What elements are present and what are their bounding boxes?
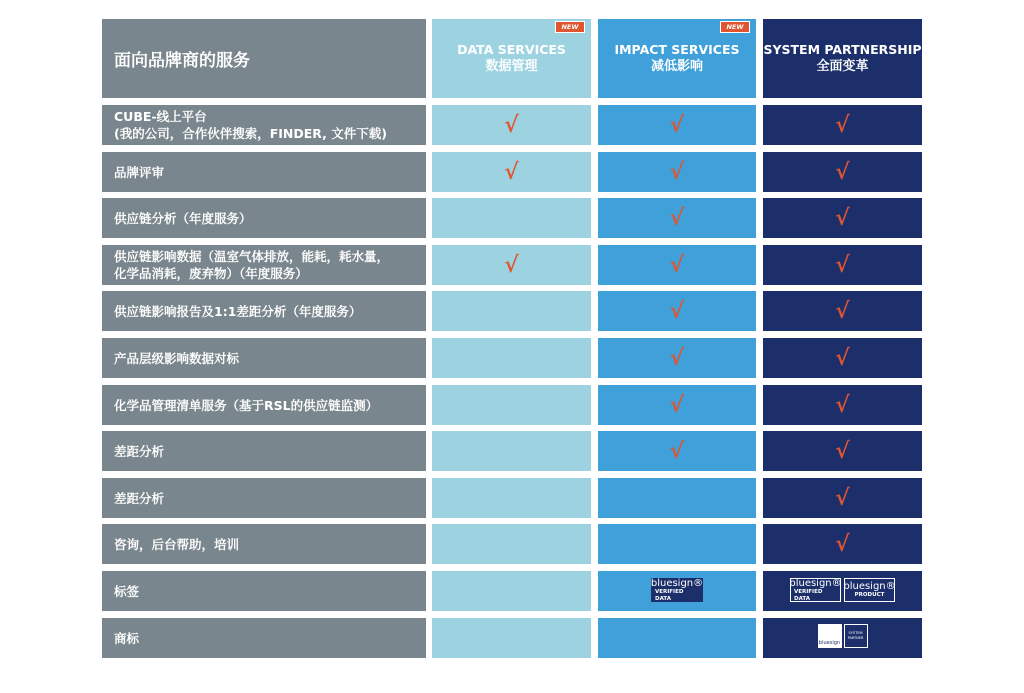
header-system-partnership-zh: 全面变革 [816,59,869,74]
row-label: 供应链影响报告及1:1差距分析（年度服务） [102,291,426,331]
checkmark-icon: √ [835,345,850,371]
row-label: 供应链分析（年度服务） [102,198,426,238]
data-services-cell [432,152,591,192]
data-services-cell [432,291,591,331]
checkmark-icon: √ [504,252,519,278]
row-label: 咨询，后台帮助，培训 [102,524,426,564]
impact-label-logo-cell [598,570,756,610]
checkmark-icon: √ [669,392,685,418]
row-label: 标签 [102,571,426,611]
checkmark-icon: √ [835,205,850,231]
logo-brand: bluesign [818,640,841,646]
checkmark-icon: √ [835,252,850,278]
system-partner-logo [844,624,868,648]
data-services-cell [432,618,591,658]
partner-trademark-logo-cell [763,616,922,656]
row-label: 差距分析 [102,431,426,471]
impact-services-cell [598,431,756,471]
checkmark-icon: √ [669,345,685,371]
impact-services-cell [598,618,756,658]
impact-services-cell [598,152,756,192]
impact-services-cell [598,291,756,331]
impact-services-cell [598,478,756,518]
checkmark-icon: √ [669,159,685,185]
impact-services-cell [598,105,756,145]
system-partnership-cell [763,478,922,518]
header-data-services-en: DATA SERVICES [457,42,566,57]
system-partnership-cell [763,291,922,331]
system-partnership-cell [763,152,922,192]
checkmark-icon: √ [835,159,850,185]
partner-label-logo-cell [763,570,922,610]
bluesign-product-logo [844,578,895,602]
system-partnership-cell [763,385,922,425]
row-label: 差距分析 [102,478,426,518]
new-badge: NEW [720,21,750,33]
bluesign-verified-data-logo [790,578,841,602]
header-system-partnership [763,19,922,98]
header-impact-services-en: IMPACT SERVICES [614,42,740,57]
data-services-cell [432,524,591,564]
new-badge: NEW [555,21,585,33]
header-data-services-zh: 数据管理 [485,59,538,74]
row-label: 商标 [102,618,426,658]
checkmark-icon: √ [504,112,519,138]
header-impact-services-zh: 减低影响 [650,59,703,74]
row-label: CUBE-线上平台 (我的公司，合作伙伴搜索，FINDER, 文件下载) [102,105,426,145]
checkmark-icon: √ [504,159,519,185]
checkmark-icon: √ [835,438,850,464]
system-partnership-cell [763,245,922,285]
checkmark-icon: √ [835,531,850,557]
header-data-services [432,19,591,98]
data-services-cell [432,245,591,285]
checkmark-icon: √ [835,112,850,138]
logo-sub: VERIFIED DATA [655,588,684,602]
logo-brand: bluesign® [650,577,704,589]
impact-services-cell [598,245,756,285]
header-system-partnership-en: SYSTEM PARTNERSHIP [763,42,922,57]
data-services-cell [432,431,591,471]
table-title [102,19,426,98]
logo-brand: bluesign® [843,581,896,592]
header-impact-services [598,19,756,98]
checkmark-icon: √ [835,298,850,324]
system-partnership-cell [763,105,922,145]
bluesign-verified-data-logo [651,578,703,602]
impact-services-cell [598,198,756,238]
checkmark-icon: √ [669,298,685,324]
logo-line1: SYSTEM [848,631,863,635]
system-partnership-cell [763,198,922,238]
checkmark-icon: √ [669,112,685,138]
bluesign-trademark-logo [818,624,842,648]
data-services-cell [432,385,591,425]
row-label: 产品层级影响数据对标 [102,338,426,378]
system-partnership-cell [763,338,922,378]
checkmark-icon: √ [669,205,685,231]
data-services-cell [432,105,591,145]
impact-services-cell [598,385,756,425]
checkmark-icon: √ [669,438,685,464]
row-label: 化学品管理清单服务（基于RSL的供应链监测） [102,385,426,425]
logo-sub: VERIFIED DATA [794,588,823,602]
data-services-cell [432,571,591,611]
logo-brand: bluesign® [789,577,842,589]
row-label: 品牌评审 [102,152,426,192]
data-services-cell [432,338,591,378]
impact-services-cell [598,524,756,564]
checkmark-icon: √ [669,252,685,278]
checkmark-icon: √ [835,392,850,418]
data-services-cell [432,478,591,518]
system-partnership-cell [763,524,922,564]
data-services-cell [432,198,591,238]
system-partnership-cell [763,431,922,471]
logo-line2: PARTNER [847,636,864,640]
row-label: 供应链影响数据（温室气体排放，能耗，耗水量， 化学品消耗，废弃物）（年度服务） [102,245,426,285]
impact-services-cell [598,338,756,378]
table-title-text: 面向品牌商的服务 [114,51,250,71]
logo-sub: PRODUCT [854,592,885,598]
checkmark-icon: √ [835,485,850,511]
